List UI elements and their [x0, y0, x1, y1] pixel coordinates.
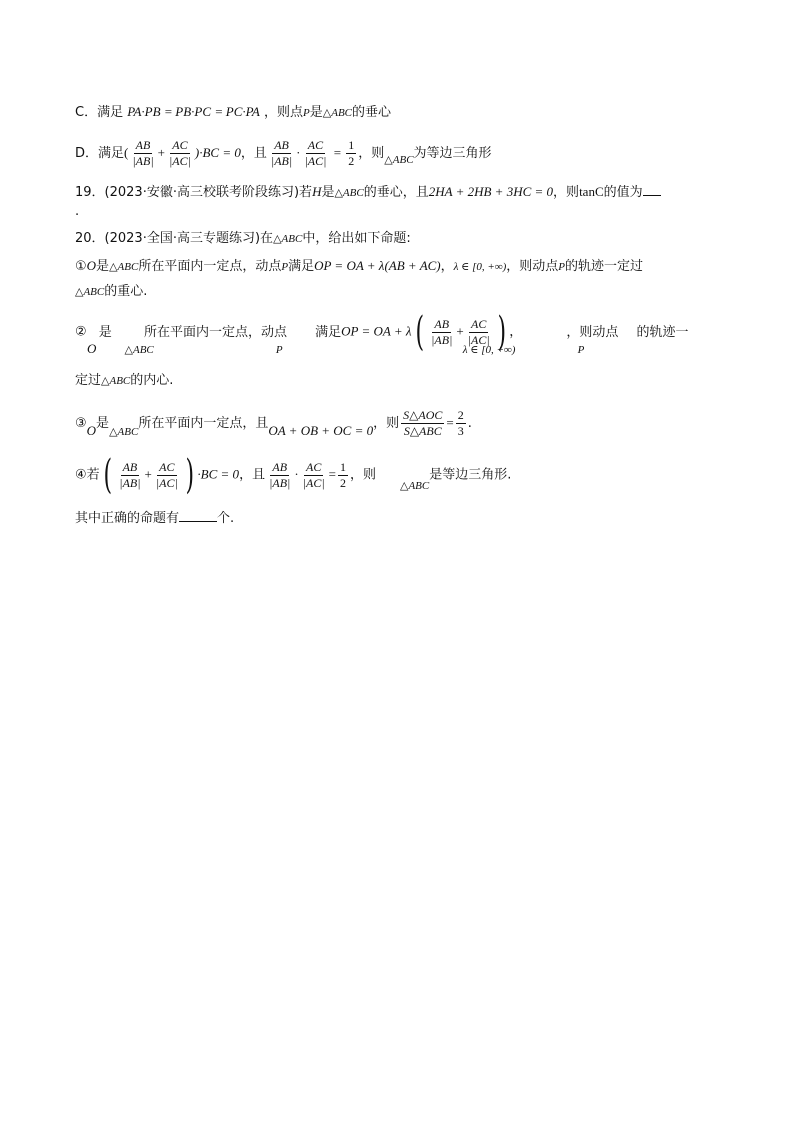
- q20-intro: 中，给出如下命题:: [302, 231, 411, 246]
- q20-source: (2023·全国·高三专题练习): [104, 231, 261, 246]
- q20-number: 20．: [75, 231, 105, 246]
- option-d-frac-ac: $\frac{AC}{|AC|}$: [168, 138, 191, 168]
- s2-text: 所在平面内一定点，动点: [143, 324, 287, 340]
- s2-end: 的内心.: [130, 373, 174, 388]
- statement-1: ①O是△ABC所在平面内一定点，动点P满足OP = OA + λ(AB + AC)，λ ∈ [0, +∞)，则动点P的轨迹一定过: [75, 258, 644, 274]
- q19-answer-blank[interactable]: [643, 195, 661, 196]
- option-d-end: 为等边三角形: [413, 146, 492, 161]
- option-c-relation-2: PB·PC: [175, 104, 212, 119]
- q19-tan: tanC: [579, 184, 604, 199]
- option-d-half: $\frac{1}{2}$: [348, 138, 355, 168]
- s3-mark: ③: [75, 416, 87, 431]
- q19-number: 19．: [75, 185, 105, 200]
- option-d-label: D．满足: [75, 146, 125, 161]
- s3-equation: OA + OB + OC = 0: [268, 423, 374, 438]
- option-d-and: ，且: [240, 146, 267, 161]
- option-d-bc: )·BC = 0: [194, 145, 241, 160]
- s4-frac-ac: $\frac{AC}{|AC|}$: [155, 459, 178, 490]
- s2-lambda: λ ∈ [0, +∞): [462, 344, 516, 356]
- option-d-triangle: △ABC: [384, 154, 414, 166]
- s1-equation: OP = OA + λ(AB + AC): [314, 258, 441, 273]
- option-c-end: 的垂心: [352, 105, 392, 120]
- s1-text: 所在平面内一定点，动点: [138, 259, 282, 274]
- option-c-label: C．满足: [75, 105, 124, 120]
- option-d-frac-ab2: $\frac{AB}{|AB|}$: [270, 138, 293, 168]
- s2-frac-ac: $\frac{AC}{|AC|}$: [467, 316, 490, 347]
- s2-frac-ab: $\frac{AB}{|AB|}$: [431, 316, 453, 347]
- q19-continuation: .: [75, 204, 80, 219]
- s4-frac-ab2: $\frac{AB}{|AB|}$: [269, 459, 291, 490]
- s2-tail: 的轨迹一: [636, 324, 689, 340]
- s2-mark: ②: [75, 324, 87, 340]
- q20-answer-blank[interactable]: [179, 521, 217, 522]
- statement-3: ③O是$_{\triangle ABC}$所在平面内一定点，且OA + OB + OC = 0，则 $\frac{\text{S△AOC}}{\text{S△ABC}}$ = $\frac{2}{3}$ .: [75, 408, 472, 438]
- statement-4: ④若( $\frac{AB}{|AB|}$ + $\frac{AC}{|AC|}$ ) ·BC = 0，且 $\frac{AB}{|AB|}$ · $\frac{AC}{|AC|}$ = $\frac{1}{2}$ ，则$_{\triangle ABC}$是等边三角形.: [75, 452, 512, 498]
- s4-bc: ·BC = 0: [197, 466, 240, 482]
- statement-2-sub: O △ABC P λ ∈ [0, +∞) P: [87, 341, 585, 356]
- statement-2-cont: 定过△ABC的内心.: [75, 373, 174, 388]
- q19-h: H: [312, 184, 322, 199]
- q20-ask: 其中正确的命题有: [75, 511, 180, 526]
- statement-2: ② 是 所在平面内一定点，动点 满足OP = OA + λ( $\frac{AB}{|AB|}$ + $\frac{AC}{|AC|}$ ) ， ，则动点 的轨迹一: [75, 309, 689, 355]
- s1-lambda: λ ∈ [0, +∞): [453, 261, 507, 273]
- question-20: 20．(2023·全国·高三专题练习)在△ABC中，给出如下命题:: [75, 231, 411, 246]
- option-c-mid: ，则点: [264, 105, 304, 120]
- s4-frac-ab: $\frac{AB}{|AB|}$: [119, 459, 141, 490]
- s3-value: $\frac{2}{3}$: [457, 408, 464, 438]
- option-c-relation-3: PC·PA: [225, 104, 260, 119]
- s1-end: 的重心.: [104, 284, 148, 299]
- q20-triangle: △ABC: [273, 233, 303, 245]
- s4-mark: ④若: [75, 467, 100, 483]
- option-d-frac-ac2: $\frac{AC}{|AC|}$: [304, 138, 327, 168]
- s4-half: $\frac{1}{2}$: [339, 459, 346, 490]
- s1-tail: 的轨迹一定过: [565, 259, 644, 274]
- option-c: C．满足 PA·PB = PB·PC = PC·PA ，则点P是△ABC的垂心: [75, 104, 392, 120]
- option-c-relation-1: PA·PB: [127, 104, 161, 119]
- q19-condition: 的垂心，且: [363, 185, 429, 200]
- s4-frac-ac2: $\frac{AC}{|AC|}$: [302, 459, 325, 490]
- s1-mark: ①: [75, 259, 87, 274]
- s3-area-ratio: $\frac{\text{S△AOC}}{\text{S△ABC}}$: [403, 408, 443, 438]
- option-c-point: P: [303, 107, 310, 119]
- s4-triangle: △ABC: [399, 479, 430, 492]
- s3-text: 所在平面内一定点，且: [138, 416, 269, 431]
- q19-tail: 的值为: [603, 185, 643, 200]
- question-19: 19．(2023·安徽·高三校联考阶段练习)若H是△ABC的垂心，且2HA + 2HB + 3HC = 0，则tanC的值为: [75, 183, 661, 202]
- option-d: D．满足( $\frac{AB}{|AB|}$ + $\frac{AC}{|AC|}$ )·BC = 0，且 $\frac{AB}{|AB|}$ · $\frac{AC}{|AC|}$ = $\frac{1}{2}$ ，则$_{\triangle ABC}$为等边三角形: [75, 138, 492, 168]
- statement-1-cont: △ABC的重心.: [75, 284, 148, 299]
- option-d-frac-ab: $\frac{AB}{|AB|}$: [132, 138, 154, 168]
- s2-equation: OP = OA + λ: [341, 323, 412, 339]
- option-d-then: ，则: [358, 146, 385, 161]
- s4-end: 是等边三角形.: [429, 467, 512, 483]
- option-c-triangle: △ABC: [322, 107, 353, 119]
- question-20-ask: 其中正确的命题有 个.: [75, 511, 235, 526]
- q19-triangle: △ABC: [334, 187, 364, 199]
- q19-source: (2023·安徽·高三校联考阶段练习): [104, 185, 300, 200]
- option-c-is: 是: [309, 105, 323, 120]
- q19-equation: 2HA + 2HB + 3HC = 0: [428, 184, 554, 199]
